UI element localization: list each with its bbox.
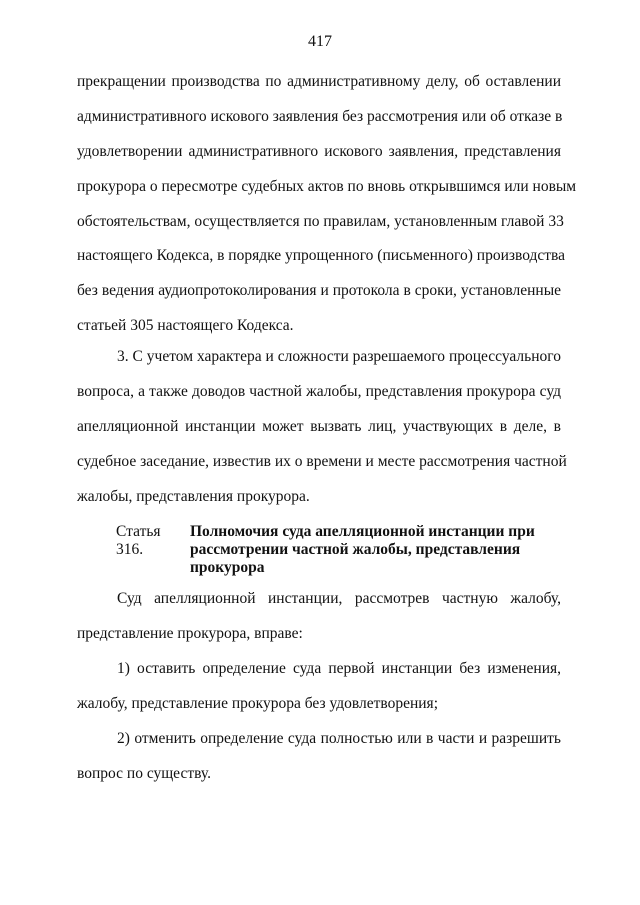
article-title — [190, 523, 576, 577]
page-number: 417 — [308, 33, 332, 50]
text-line: статьей 305 настоящего Кодекса. — [77, 317, 294, 335]
text-line: административного искового заявления без рассмотрения или об отказе в — [77, 107, 563, 125]
text-line: жалобы, представления прокурора. — [77, 487, 310, 505]
article-label: Статья 316. — [116, 523, 161, 558]
article-heading — [116, 523, 576, 577]
text-line: апелляционной инстанции может вызвать лиц, участвующих в деле, в — [77, 417, 561, 435]
article-title-line: рассмотрении частной жалобы, представления — [190, 541, 521, 558]
article-title-line: прокурора — [190, 559, 265, 576]
text-line: 3. С учетом характера и сложности разрешаемого процессуального — [117, 348, 561, 365]
paragraph-item-1 — [77, 652, 561, 722]
text-line: обстоятельствам, осуществляется по правилам, установленным главой 33 — [77, 212, 564, 230]
text-line: прокурора о пересмотре судебных актов по вновь открывшимся или новым — [77, 177, 577, 195]
paragraph-item-2 — [77, 722, 561, 792]
paragraph-intro — [77, 582, 561, 652]
text-line: удовлетворении административного искового заявления, представления — [77, 142, 561, 160]
text-line: без ведения аудиопротоколирования и протокола в сроки, установленные — [77, 282, 561, 300]
text-line: Суд апелляционной инстанции, рассмотрев частную жалобу, — [117, 590, 561, 607]
article-title-line: Полномочия суда апелляционной инстанции при — [190, 523, 535, 540]
text-line: 2) отменить определение суда полностью или в части и разрешить — [117, 730, 561, 747]
text-line: прекращении производства по административному делу, об оставлении — [77, 73, 561, 90]
paragraph-item-3 — [77, 340, 567, 514]
text-line: настоящего Кодекса, в порядке упрощенного (письменного) производства — [77, 247, 566, 265]
text-line: жалобу, представление прокурора без удовлетворения; — [77, 694, 438, 712]
text-line: представление прокурора, вправе: — [77, 624, 303, 642]
paragraph-continuation — [77, 65, 577, 344]
text-line: вопроса, а также доводов частной жалобы, представления прокурора суд — [77, 382, 561, 400]
text-line: 1) оставить определение суда первой инстанции без изменения, — [117, 660, 561, 677]
text-line: судебное заседание, известив их о времени и месте рассмотрения частной — [77, 452, 567, 470]
text-line: вопрос по существу. — [77, 764, 211, 782]
